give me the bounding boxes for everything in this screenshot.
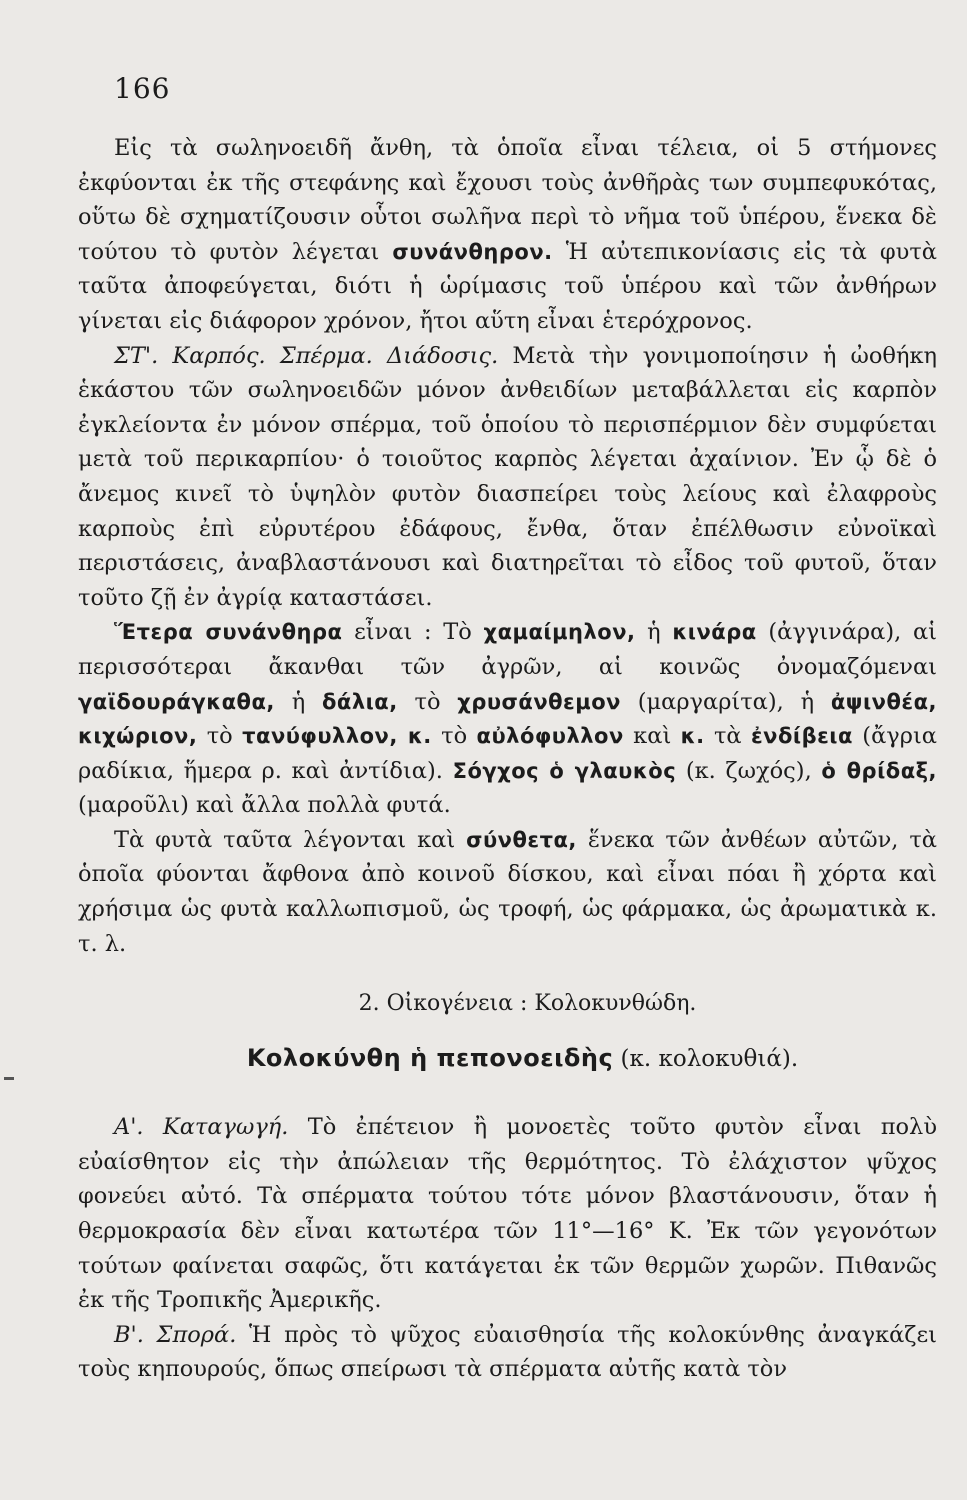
text: (ἀγγινάρα), αἱ περισσότεραι ἄκανθαι τῶν ἀγρῶν, αἱ κοινῶς ὀνομαζόμεναι	[78, 619, 938, 680]
bold-term: κ.	[680, 724, 705, 749]
bold-term: ἐνδίβεια	[750, 724, 853, 749]
bold-term: ἀψινθέα, κιχώριον,	[78, 689, 937, 749]
bold-term: χρυσάνθεμον	[457, 689, 621, 714]
bold-term: Ἕτερα συνάνθηρα	[114, 620, 343, 645]
text: τὸ	[197, 723, 243, 750]
text: (μαργαρίτα), ἡ	[620, 688, 831, 715]
species-common-name: (κ. κολοκυθιά).	[613, 1046, 799, 1073]
bold-term: κινάρα	[672, 620, 757, 645]
text: ἡ	[274, 688, 322, 715]
text: Μετὰ τὴν γονιμοποίησιν ἡ ὠοθήκη ἑκάστου τῶν σωληνοειδῶν μόνον ἀνθειδίων μεταβάλλεται εἰς καρπὸν ἐγκλείοντα ἐν μόνον σπέρμα, τοῦ ὁποίου τὸ περισπέρμιον δὲν συμφύεται μετὰ τοῦ περικαρπίου· ὁ τοιοῦτος καρπὸς λέγεται ἀχαίνιον. Ἐν ᾧ δὲ ὁ ἄνεμος κινεῖ τὸ ὑψηλὸν φυτὸν διασπείρει τοὺς λείους καὶ ἐλαφροὺς καρποὺς ἐπὶ εὐρυτέρου ἐδάφους, ἔνθα, ὅταν ἐπέλθωσιν εὐνοϊκαὶ περιστάσεις, ἀναβλαστάνουσι καὶ διατηρεῖται τὸ εἶδος τοῦ φυτοῦ, ὅταν τοῦτο ζῇ ἐν ἀγρίᾳ καταστάσει.	[78, 342, 937, 611]
bold-term: δάλια,	[321, 689, 398, 714]
bold-term: αὐλόφυλλον	[476, 724, 624, 749]
bold-term: ὁ θρίδαξ,	[821, 758, 938, 783]
bold-term: συνάνθηρον.	[392, 239, 553, 264]
text: Εἰς τὰ σωληνοειδῆ ἄνθη, τὰ ὁποῖα εἶναι τέλεια, οἱ 5 στήμονες ἐκφύονται ἐκ τῆς στεφάνης καὶ ἔχουσι τοὺς ἀνθῆρὰς των συμπεφυκότας, οὕτω δὲ σχηματίζουσιν οὗτοι σωλῆνα περὶ τὸ νῆμα τοῦ ὑπέρου, ἕνεκα δὲ τούτου τὸ φυτὸν λέγεται	[78, 135, 937, 265]
text: τὸ	[397, 688, 458, 715]
text: (ἄγρια ραδίκια, ἥμερα ρ. καὶ ἀντίδια).	[78, 723, 937, 784]
text: εἶναι : Τὸ	[342, 619, 484, 646]
family-heading: 2. Οἰκογένεια : Κολοκυνθώδη.	[358, 991, 697, 1017]
paragraph-fruit	[78, 339, 937, 616]
text: Ἡ αὐτεπικονίασις εἰς τὰ φυτὰ ταῦτα ἀποφεύγεται, διότι ἡ ὡρίμασις τοῦ ὑπέρου καὶ τῶν ἀνθήρων γίνεται εἰς διάφορον χρόνον, ἤτοι αὕτη εἶναι ἑτερόχρονος.	[78, 238, 937, 334]
species-title	[78, 1044, 937, 1072]
text: (κ. ζωχός),	[676, 757, 822, 784]
paragraph-origin	[78, 1110, 937, 1318]
bold-term: σύνθετα,	[466, 827, 577, 852]
paragraph-other-composites	[78, 615, 937, 823]
text: τὸ	[431, 723, 477, 750]
paragraph-composites	[78, 823, 937, 961]
bold-term: γαϊδουράγκαθα,	[78, 689, 275, 714]
section-label: Β'. Σπορά.	[114, 1321, 237, 1348]
text: Τὰ φυτὰ ταῦτα λέγονται καὶ	[114, 826, 467, 853]
text: Τὸ ἐπέτειον ἢ μονοετὲς τοῦτο φυτὸν εἶναι πολὺ εὐαίσθητον εἰς τὴν ἀπώλειαν τῆς θερμότητος. Τὸ ἐλάχιστον ψῦχος φονεύει αὐτό. Τὰ σπέρματα τούτου τότε μόνον βλαστάνουσιν, ὅταν ἡ θερμοκρασία δὲν εἶναι κατωτέρα τῶν 11°—16° Κ. Ἐκ τῶν γεγονότων τούτων φαίνεται σαφῶς, ὅτι κατάγεται ἐκ τῶν θερμῶν χωρῶν. Πιθανῶς ἐκ τῆς Τροπικῆς Ἀμερικῆς.	[78, 1114, 937, 1314]
section-label: Α'. Καταγωγή.	[114, 1114, 289, 1141]
paragraph-sowing	[78, 1318, 937, 1387]
page-number: 166	[114, 72, 171, 105]
paragraph-stamens	[78, 131, 937, 339]
text: καὶ	[623, 723, 681, 750]
margin-mark	[4, 1077, 14, 1080]
text: ἕνεκα τῶν ἀνθέων αὐτῶν, τὰ ὁποῖα φύονται ἄφθονα ἀπὸ κοινοῦ δίσκου, καὶ εἶναι πόαι ἢ χόρτα καὶ χρήσιμα ὡς φυτὰ καλλωπισμοῦ, ὡς τροφή, ὡς φάρμακα, ὡς ἀρωματικὰ κ. τ. λ.	[78, 826, 937, 957]
bold-term: χαμαίμηλον,	[483, 620, 636, 645]
bold-term: Σόγχος ὁ γλαυκὸς	[452, 758, 677, 783]
text: (μαροῦλι) καὶ ἄλλα πολλὰ φυτά.	[78, 792, 451, 819]
species-name: Κολοκύνθη ἡ πεπονοειδὴς	[246, 1044, 614, 1073]
bold-term: τανύφυλλον, κ.	[242, 724, 432, 749]
text: τὰ	[704, 723, 751, 750]
text: ἡ	[635, 619, 673, 646]
section-label: ΣΤ'. Καρπός. Σπέρμα. Διάδοσις.	[114, 342, 499, 369]
text: Ἡ πρὸς τὸ ψῦχος εὐαισθησία τῆς κολοκύνθης ἀναγκάζει τοὺς κηπουρούς, ὅπως σπείρωσι τὰ σπέρματα αὐτῆς κατὰ τὸν	[78, 1321, 937, 1383]
